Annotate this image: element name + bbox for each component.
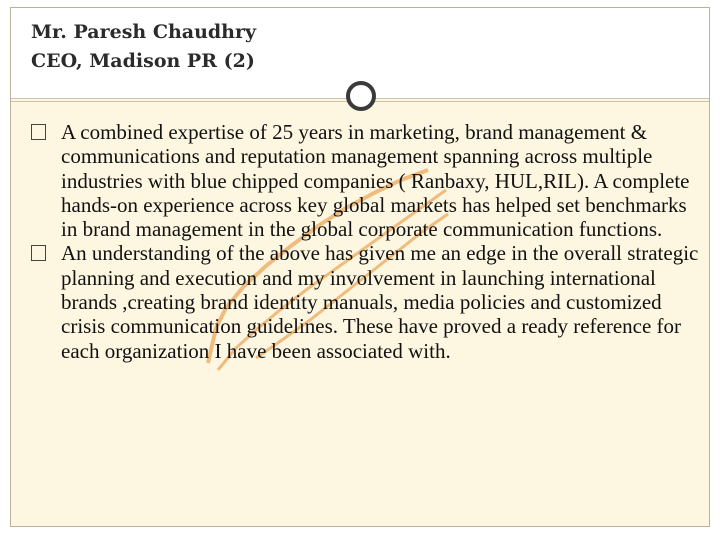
divider-ring-icon xyxy=(346,81,376,111)
slide-title-role: CEO, Madison PR (2) xyxy=(31,50,255,72)
slide-title-name: Mr. Paresh Chaudhry xyxy=(31,21,257,43)
bullet-text: An understanding of the above has given me an edge in the overall strategic planning and execution and my involvement in launching international brands ,creating brand identity manuals, media policies and customized crisis communication guidelines. These have proved a ready reference for each organization I have been associated with. xyxy=(61,241,699,363)
bullet-item xyxy=(31,241,701,362)
slide xyxy=(10,7,710,527)
hollow-square-bullet-icon xyxy=(31,245,46,261)
bullet-text: A combined expertise of 25 years in marketing, brand management & communications and reputation management spanning across multiple industries with blue chipped companies ( Ranbaxy, HUL,RIL). A complete hands-on experience across key global markets has helped set benchmarks in brand management in the global corporate communication functions. xyxy=(61,120,690,242)
bullet-item xyxy=(31,120,701,241)
bullet-list xyxy=(31,120,701,363)
hollow-square-bullet-icon xyxy=(31,124,46,140)
